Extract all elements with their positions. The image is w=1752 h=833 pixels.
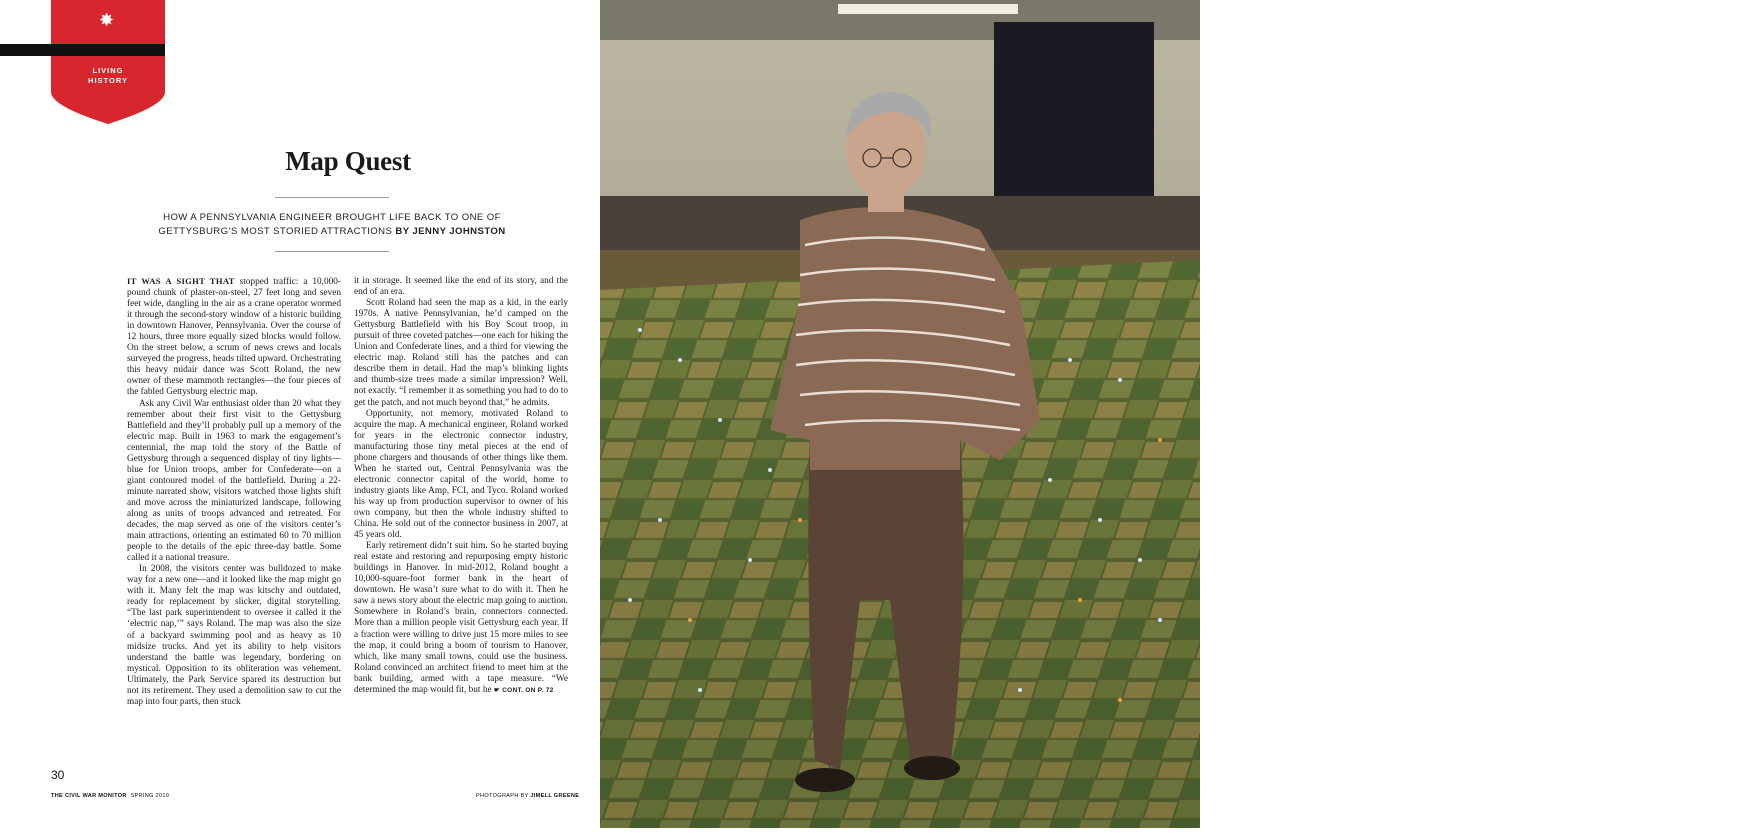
deck-text: HOW A PENNSYLVANIA ENGINEER BROUGHT LIFE BACK TO ONE OF GETTYSBURG’S MOST STORIED ATTRACTIONS bbox=[158, 212, 501, 237]
page-number: 30 bbox=[51, 768, 65, 782]
issue-date: SPRING 2019 bbox=[130, 793, 170, 799]
section-label bbox=[51, 66, 165, 86]
paragraph: it in storage. It seemed like the end of its story, and the end of an era. bbox=[354, 276, 568, 298]
section-label-line2: HISTORY bbox=[88, 76, 128, 85]
paragraph: Ask any Civil War enthusiast older than 20 what they remember about their first visit to the Gettysburg Battlefield and they’ll probably pull up a memory of the electric map. Built in 1963 to mark the engagement’s centennial, the map told the story of the Battle of Gettysburg through a sequenced display of tiny lights—blue for Union troops, amber for Confederate—on a giant contoured model of the battlefield. During a 22-minute narrated show, visitors watched those lights shift and move across the miniaturized landscape, following along as units of troops advanced and retreated. For decades, the map served as one of the visitors center’s main attractions, orienting an estimated 60 to 70 million people to the details of the epic three-day battle. Some called it a national treasure. bbox=[127, 398, 341, 564]
paragraph: In 2008, the visitors center was bulldozed to make way for a new one—and it looked like the map might go with it. Many felt the map was kitschy and outdated, ready for replacement by slicker, digital storytelling. “The last park superintendent to oversee it called it the ‘electric nap,’” says Roland. The map was also the size of a backyard swimming pool and as heavy as 10 midsize trucks. And yet its ability to help visitors understand the battle was legendary, bordering on mystical. Opposition to its obliteration was vehement. Ultimately, the Park Service spared its destruction but not its retirement. They used a demolition saw to cut the map into four parts, then stuck bbox=[127, 564, 341, 707]
star-burst-icon: ✸ bbox=[99, 10, 115, 31]
photo-illustration bbox=[600, 0, 1200, 828]
text-column-2 bbox=[354, 276, 568, 696]
photo-caption: After overseeing its restoration, Scott Roland stands on a corner of the fabled Gettysburg electric map in its new home in Hanover, Pennsylvania. bbox=[1660, 702, 1752, 759]
magazine-name: THE CIVIL WAR MONITOR bbox=[51, 793, 127, 799]
byline: BY JENNY JOHNSTON bbox=[395, 226, 506, 237]
section-badge bbox=[51, 0, 165, 124]
paragraph: IT WAS A SIGHT THAT stopped traffic: a 10,000-pound chunk of plaster-on-steel, 27 feet long and seven feet wide, dangling in the air as a crane operator wormed it through the second-story window of a historic building in downtown Hanover, Pennsylvania. Over the course of 12 hours, three more equally sized blocks would follow. On the street below, a scrum of news crews and locals surveyed the progress, heads tilted upward. Orchestrating this heavy midair dance was Scott Roland, the new owner of these mammoth rectangles—the four pieces of the fabled Gettysburg electric map. bbox=[127, 276, 341, 398]
text-column-1 bbox=[127, 276, 341, 708]
article-deck bbox=[130, 211, 534, 239]
paragraph: Scott Roland had seen the map as a kid, in the early 1970s. A native Pennsylvanian, he’d camped on the Gettysburg Battlefield with his Boy Scout troop, in pursuit of three coveted patches—one each for hiking the Union and Confederate lines, and a third for viewing the electric map. Roland still has the patches and can describe them in detail. Had the map’s blinking lights and thumb-size trees made a similar impression? Well, not exactly. “I remember it as something you had to do to get the patch, and not much beyond that,” he admits. bbox=[354, 298, 568, 408]
section-label-line1: LIVING bbox=[92, 66, 124, 75]
continued-on-link[interactable]: ☛ CONT. ON P. 72 bbox=[493, 686, 554, 694]
paragraph: Opportunity, not memory, motivated Roland to acquire the map. A mechanical engineer, Roland worked for years in the electronic connector industry, manufacturing those tiny metal pieces at the end of phone chargers and thousands of other things like them. When he started out, Central Pennsylvania was the electronic connector capital of the world, home to industry giants like Amp, FCI, and Tyco. Roland worked his way up from production supervisor to owner of his own company, but then the whole industry shifted to China. He sold out of the connector business in 2007, at 45 years old. bbox=[354, 408, 568, 541]
magazine-footer bbox=[51, 793, 169, 799]
feature-photo bbox=[600, 0, 1752, 828]
lead-in: IT WAS A SIGHT THAT bbox=[127, 276, 235, 286]
article-title: Map Quest bbox=[285, 146, 411, 176]
left-page bbox=[0, 0, 600, 828]
paragraph: Early retirement didn’t suit him. So he started buying real estate and restoring and repurposing empty historic buildings in Hanover. In mid-2012, Roland bought a 10,000-square-foot former bank in the heart of downtown. He wasn’t sure what to do with it. Then he saw a news story about the electric map going to auction. Somewhere in Roland’s brain, connectors connected. More than a million people visit Gettysburg each year. If a fraction were willing to drive just 15 more miles to see the map, it could bring a boom of tourism to Hanover, which, like many small towns, could use the business. Roland convinced an architect friend to meet him at the bank building, armed with a tape measure. “We determined the map would fit, but he ☛ CONT. ON P. 72 bbox=[354, 541, 568, 695]
title-divider bbox=[275, 197, 389, 198]
photo-credit: PHOTOGRAPH BY JIMELL GREENE bbox=[476, 793, 580, 799]
deck-divider bbox=[275, 251, 389, 252]
